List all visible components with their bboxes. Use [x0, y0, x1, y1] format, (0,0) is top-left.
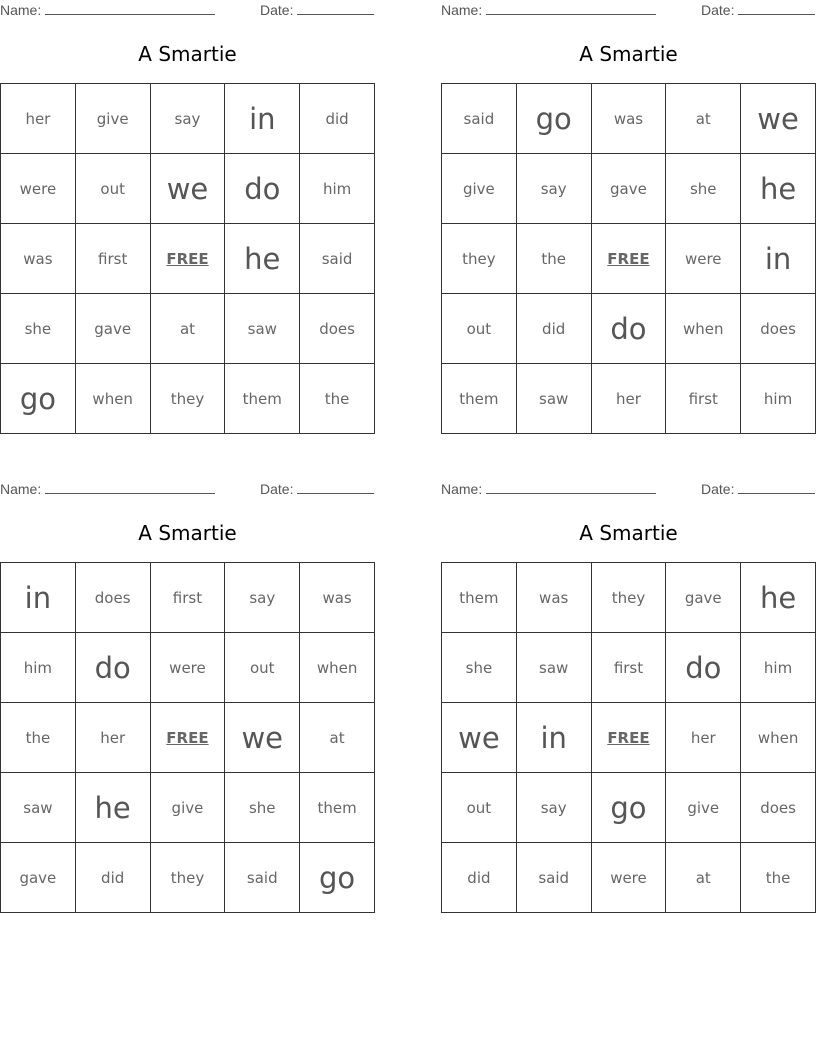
- word-cell: gave: [591, 154, 666, 224]
- name-blank-line: [486, 2, 656, 15]
- free-space-cell: FREE: [150, 703, 225, 773]
- word-cell: he: [75, 773, 150, 843]
- word-cell: him: [1, 633, 76, 703]
- grid-row: [442, 633, 816, 703]
- bingo-grid: [441, 562, 816, 913]
- card-header: [441, 0, 816, 20]
- date-field: [260, 481, 374, 497]
- word-cell: gave: [75, 294, 150, 364]
- name-blank-line: [486, 481, 656, 494]
- grid-row: [442, 154, 816, 224]
- word-cell: were: [666, 224, 741, 294]
- word-cell: in: [741, 224, 816, 294]
- word-cell: she: [225, 773, 300, 843]
- word-cell: does: [300, 294, 375, 364]
- word-cell: does: [741, 773, 816, 843]
- name-label: Name:: [0, 481, 42, 497]
- word-cell: was: [516, 563, 591, 633]
- card-title: A Smartie: [579, 521, 678, 545]
- word-cell: first: [150, 563, 225, 633]
- word-cell: him: [741, 633, 816, 703]
- word-cell: them: [442, 364, 517, 434]
- word-cell: in: [1, 563, 76, 633]
- date-field: [701, 481, 815, 497]
- word-cell: said: [225, 843, 300, 913]
- word-cell: at: [666, 84, 741, 154]
- word-cell: in: [225, 84, 300, 154]
- grid-row: [1, 703, 375, 773]
- card-title: A Smartie: [579, 42, 678, 66]
- grid-row: [442, 224, 816, 294]
- word-cell: go: [516, 84, 591, 154]
- word-cell: when: [741, 703, 816, 773]
- word-cell: say: [516, 773, 591, 843]
- word-cell: do: [225, 154, 300, 224]
- word-cell: he: [741, 563, 816, 633]
- word-cell: said: [300, 224, 375, 294]
- word-cell: first: [591, 633, 666, 703]
- word-cell: saw: [516, 364, 591, 434]
- bingo-grid: [0, 562, 375, 913]
- word-cell: gave: [666, 563, 741, 633]
- word-cell: was: [300, 563, 375, 633]
- word-cell: give: [442, 154, 517, 224]
- name-blank-line: [45, 2, 215, 15]
- word-cell: first: [666, 364, 741, 434]
- word-cell: the: [516, 224, 591, 294]
- word-cell: we: [150, 154, 225, 224]
- free-space-cell: FREE: [591, 703, 666, 773]
- word-cell: gave: [1, 843, 76, 913]
- word-cell: was: [1, 224, 76, 294]
- word-cell: at: [150, 294, 225, 364]
- word-cell: saw: [1, 773, 76, 843]
- card-title: A Smartie: [138, 42, 237, 66]
- date-label: Date:: [260, 481, 294, 497]
- name-field: [441, 2, 656, 18]
- word-cell: do: [75, 633, 150, 703]
- date-blank-line: [738, 2, 815, 15]
- grid-row: [442, 703, 816, 773]
- word-cell: do: [666, 633, 741, 703]
- card-header: [441, 479, 816, 499]
- word-cell: when: [75, 364, 150, 434]
- bingo-grid: [441, 83, 816, 434]
- date-label: Date:: [701, 2, 735, 18]
- word-cell: do: [591, 294, 666, 364]
- grid-row: [1, 154, 375, 224]
- word-cell: were: [150, 633, 225, 703]
- word-cell: he: [225, 224, 300, 294]
- word-cell: said: [516, 843, 591, 913]
- word-cell: we: [442, 703, 517, 773]
- word-cell: go: [300, 843, 375, 913]
- grid-row: [442, 84, 816, 154]
- word-cell: we: [225, 703, 300, 773]
- word-cell: say: [225, 563, 300, 633]
- word-cell: in: [516, 703, 591, 773]
- word-cell: them: [442, 563, 517, 633]
- word-cell: give: [75, 84, 150, 154]
- name-label: Name:: [441, 2, 483, 18]
- name-field: [0, 481, 215, 497]
- word-cell: does: [741, 294, 816, 364]
- word-cell: go: [591, 773, 666, 843]
- name-label: Name:: [441, 481, 483, 497]
- word-cell: out: [442, 294, 517, 364]
- grid-row: [1, 224, 375, 294]
- grid-row: [1, 364, 375, 434]
- word-cell: they: [150, 843, 225, 913]
- name-label: Name:: [0, 2, 42, 18]
- word-cell: the: [1, 703, 76, 773]
- word-cell: were: [1, 154, 76, 224]
- word-cell: go: [1, 364, 76, 434]
- card-header: [0, 0, 375, 20]
- free-space-cell: FREE: [591, 224, 666, 294]
- card-header: [0, 479, 375, 499]
- word-cell: her: [75, 703, 150, 773]
- date-label: Date:: [260, 2, 294, 18]
- word-cell: did: [516, 294, 591, 364]
- word-cell: him: [741, 364, 816, 434]
- date-field: [701, 2, 815, 18]
- word-cell: say: [150, 84, 225, 154]
- word-cell: give: [666, 773, 741, 843]
- word-cell: say: [516, 154, 591, 224]
- word-cell: said: [442, 84, 517, 154]
- name-field: [441, 481, 656, 497]
- word-cell: did: [75, 843, 150, 913]
- bingo-grid: [0, 83, 375, 434]
- date-blank-line: [297, 481, 374, 494]
- word-cell: out: [442, 773, 517, 843]
- word-cell: does: [75, 563, 150, 633]
- word-cell: at: [666, 843, 741, 913]
- card-title: A Smartie: [138, 521, 237, 545]
- name-field: [0, 2, 215, 18]
- word-cell: first: [75, 224, 150, 294]
- word-cell: did: [442, 843, 517, 913]
- grid-row: [1, 563, 375, 633]
- word-cell: the: [741, 843, 816, 913]
- date-blank-line: [738, 481, 815, 494]
- word-cell: out: [225, 633, 300, 703]
- word-cell: she: [442, 633, 517, 703]
- word-cell: her: [666, 703, 741, 773]
- word-cell: did: [300, 84, 375, 154]
- date-blank-line: [297, 2, 374, 15]
- name-blank-line: [45, 481, 215, 494]
- word-cell: were: [591, 843, 666, 913]
- word-cell: we: [741, 84, 816, 154]
- word-cell: they: [150, 364, 225, 434]
- word-cell: she: [666, 154, 741, 224]
- word-cell: at: [300, 703, 375, 773]
- word-cell: they: [591, 563, 666, 633]
- grid-row: [442, 364, 816, 434]
- word-cell: they: [442, 224, 517, 294]
- word-cell: the: [300, 364, 375, 434]
- grid-row: [1, 633, 375, 703]
- word-cell: him: [300, 154, 375, 224]
- date-field: [260, 2, 374, 18]
- word-cell: she: [1, 294, 76, 364]
- grid-row: [1, 773, 375, 843]
- word-cell: give: [150, 773, 225, 843]
- grid-row: [442, 773, 816, 843]
- free-space-cell: FREE: [150, 224, 225, 294]
- word-cell: saw: [225, 294, 300, 364]
- word-cell: her: [1, 84, 76, 154]
- word-cell: when: [300, 633, 375, 703]
- grid-row: [442, 563, 816, 633]
- word-cell: was: [591, 84, 666, 154]
- grid-row: [1, 294, 375, 364]
- word-cell: saw: [516, 633, 591, 703]
- word-cell: when: [666, 294, 741, 364]
- grid-row: [442, 843, 816, 913]
- grid-row: [442, 294, 816, 364]
- word-cell: them: [225, 364, 300, 434]
- word-cell: them: [300, 773, 375, 843]
- word-cell: he: [741, 154, 816, 224]
- word-cell: her: [591, 364, 666, 434]
- word-cell: out: [75, 154, 150, 224]
- grid-row: [1, 84, 375, 154]
- date-label: Date:: [701, 481, 735, 497]
- grid-row: [1, 843, 375, 913]
